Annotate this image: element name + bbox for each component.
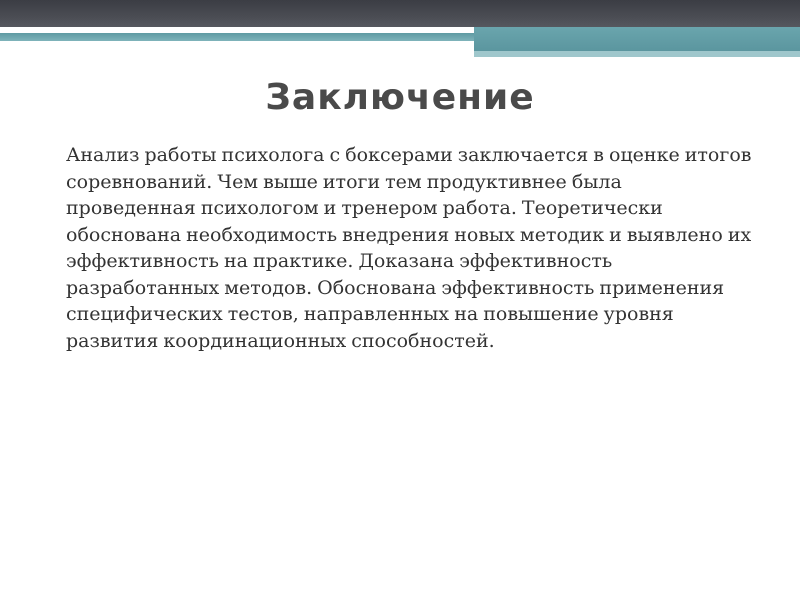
slide-title: Заключение — [265, 77, 535, 118]
slide-body-text: Анализ работы психолога с боксерами заключается в оценке итогов соревнований. Чем выше итоги тем продуктивнее была проведенная психологом и тренером работа. Теоретически обоснована необходимость внедрения новых методик и выявлено их эффективность на практике. Доказана эффективность разработанных методов. Обоснована эффективность применения специфических тестов, направленных на повышение уровня развития координационных способностей. — [66, 144, 752, 352]
header-band-teal-thin — [0, 33, 474, 41]
header-band-teal-light — [474, 51, 800, 57]
header-band-teal — [474, 27, 800, 51]
header-band-dark — [0, 0, 800, 27]
